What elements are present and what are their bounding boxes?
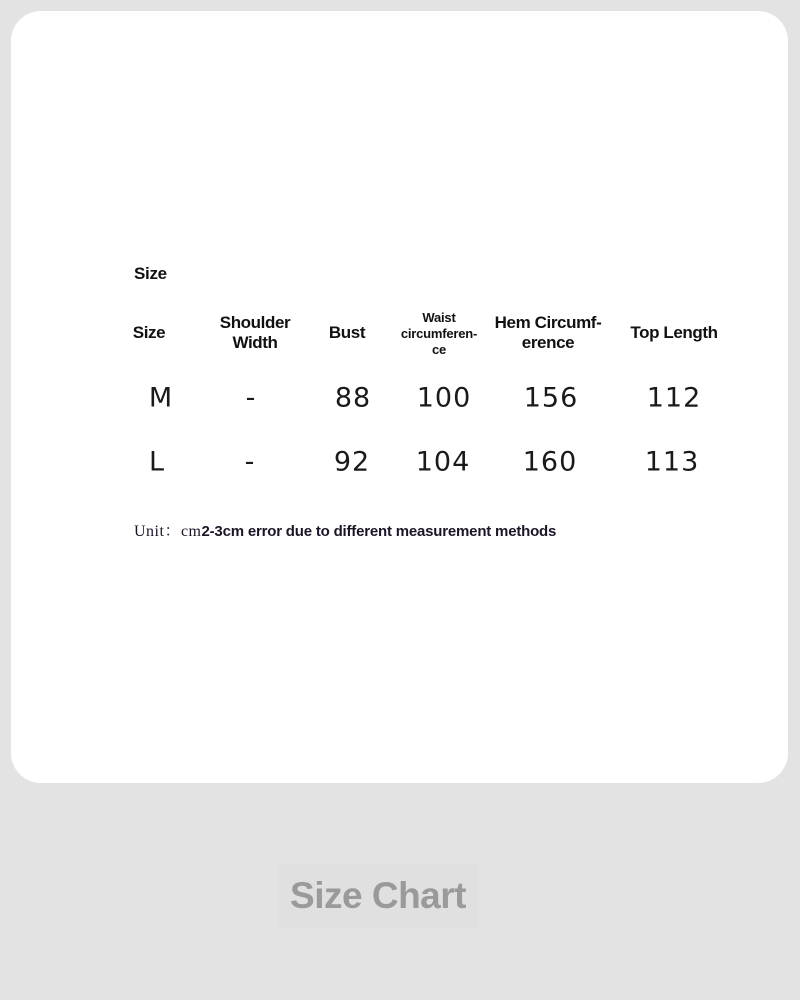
page-title: Size Chart	[278, 864, 478, 928]
header-shoulder-width: Shoulder Width	[219, 313, 291, 352]
table-cell: 100	[416, 382, 472, 414]
measurement-note	[134, 518, 556, 541]
table-cell: M	[148, 382, 174, 414]
table-cell: -	[245, 382, 257, 414]
section-label: Size	[134, 264, 167, 283]
header-top-length: Top Length	[630, 323, 718, 342]
table-cell: -	[244, 446, 256, 478]
header-bust: Bust	[328, 323, 366, 342]
header-size: Size	[132, 323, 166, 342]
unit-label: Unit：cm	[134, 523, 202, 540]
header-waist-circumference: Waist circumferen- ce	[400, 310, 478, 357]
table-cell: 156	[523, 382, 579, 414]
table-cell: 88	[334, 382, 372, 414]
table-cell: 160	[522, 446, 578, 478]
header-hem-circumference: Hem Circumf- erence	[494, 313, 602, 352]
table-cell: 113	[644, 446, 700, 478]
table-cell: 92	[333, 446, 371, 478]
error-note: 2-3cm error due to different measurement methods	[201, 523, 557, 540]
table-cell: 112	[646, 382, 702, 414]
table-cell: L	[148, 446, 166, 478]
table-cell: 104	[415, 446, 471, 478]
